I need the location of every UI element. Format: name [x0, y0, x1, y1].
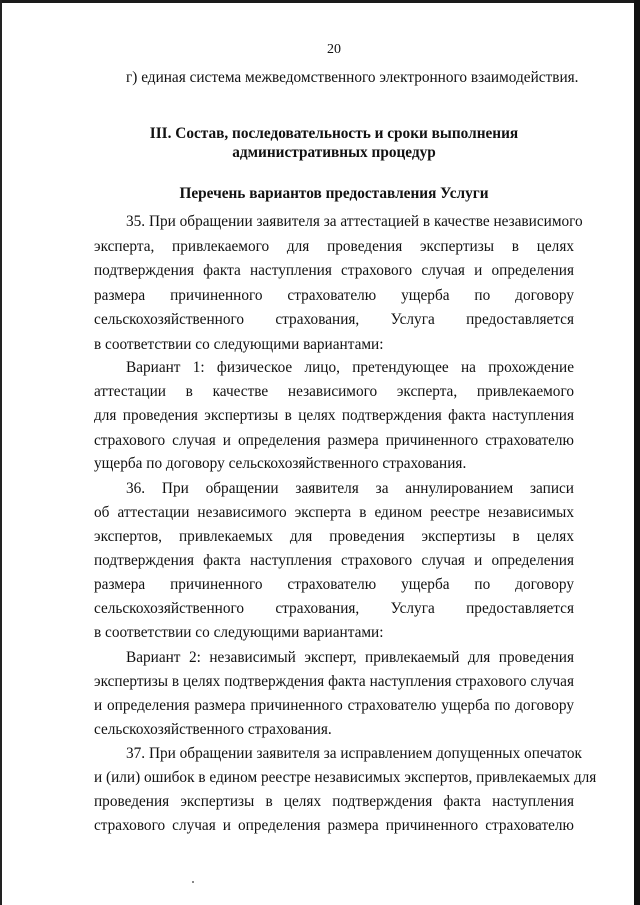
section-heading-line-2: административных процедур — [232, 144, 436, 161]
scan-top-edge — [0, 0, 640, 3]
paragraph-line: экспертов, привлекаемых для проведения экспертизы в целях — [94, 528, 574, 545]
paragraph-line: об аттестации независимого эксперта в едином реестре независимых — [94, 504, 574, 521]
paragraph-line: в соответствии со следующими вариантами: — [94, 336, 384, 353]
paragraph-line: 35. При обращении заявителя за аттестацией в качестве независимого — [126, 213, 583, 230]
paragraph-line: размера причиненного страхователю ущерба по договору — [94, 576, 574, 593]
variant-1-line: для проведения экспертизы в целях подтверждения факта наступления — [94, 407, 574, 424]
variant-2-line: экспертизы в целях подтверждения факта наступления страхового случая — [94, 673, 574, 690]
scan-speck — [192, 881, 194, 883]
variant-1-line: ущерба по договору сельскохозяйственного страхования. — [94, 455, 467, 472]
variant-1-line: Вариант 1: физическое лицо, претендующее на прохождение — [126, 359, 574, 376]
variant-2-line: сельскохозяйственного страхования. — [94, 721, 332, 738]
item-g-line: г) единая система межведомственного электронного взаимодействия. — [126, 69, 579, 86]
paragraph-line: сельскохозяйственного страхования, Услуга предоставляется — [94, 311, 574, 328]
section-heading-line-1: III. Состав, последовательность и сроки выполнения — [149, 125, 519, 142]
variant-2-line: Вариант 2: независимый эксперт, привлекаемый для проведения — [126, 649, 574, 666]
variant-1-line: аттестации в качестве независимого эксперта, привлекаемого — [94, 383, 574, 400]
paragraph-line: в соответствии со следующими вариантами: — [94, 624, 384, 641]
subsection-heading: Перечень вариантов предоставления Услуги — [179, 185, 489, 202]
scan-right-edge — [634, 0, 640, 905]
variant-2-line: и определения размера причиненного страхователю ущерба по договору — [94, 697, 574, 714]
page-number: 20 — [327, 42, 341, 57]
paragraph-line: 36. При обращении заявителя за аннулированием записи — [126, 480, 574, 497]
paragraph-line: подтверждения факта наступления страхового случая и определения — [94, 262, 574, 279]
paragraph-line: и (или) ошибок в едином реестре независимых экспертов, привлекаемых для — [94, 769, 597, 786]
paragraph-line: страхового случая и определения размера причиненного страхователю — [94, 817, 574, 834]
paragraph-line: подтверждения факта наступления страхового случая и определения — [94, 552, 574, 569]
paragraph-line: сельскохозяйственного страхования, Услуга предоставляется — [94, 600, 574, 617]
paragraph-line: 37. При обращении заявителя за исправлением допущенных опечаток — [126, 745, 582, 762]
paragraph-line: эксперта, привлекаемого для проведения экспертизы в целях — [94, 238, 574, 255]
paragraph-line: проведения экспертизы в целях подтверждения факта наступления — [94, 793, 574, 810]
paragraph-line: размера причиненного страхователю ущерба по договору — [94, 287, 574, 304]
scan-left-edge — [0, 0, 2, 905]
variant-1-line: страхового случая и определения размера причиненного страхователю — [94, 432, 574, 449]
